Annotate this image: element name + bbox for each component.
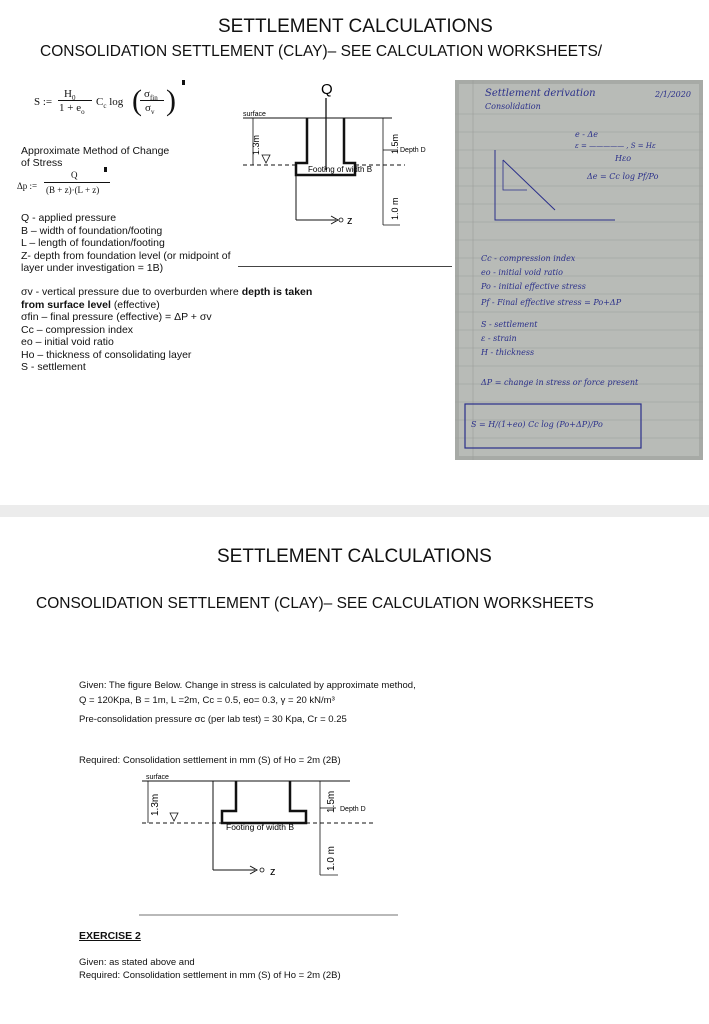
exercise-heading: EXERCISE 2 <box>79 930 141 942</box>
water-table-icon <box>170 813 178 821</box>
sketch-line <box>503 160 555 210</box>
page-title: SETTLEMENT CALCULATIONS <box>218 16 493 37</box>
notes-line: Hεo <box>615 154 632 163</box>
page-subtitle: CONSOLIDATION SETTLEMENT (CLAY)– SEE CALCULATION WORKSHEETS <box>36 595 594 612</box>
q-label: Q <box>321 81 333 98</box>
given-line1: Given: The figure Below. Change in stress is calculated by approximate method, <box>79 680 416 691</box>
def-line: layer under investigation = 1B) <box>21 262 164 274</box>
water-table-icon <box>262 155 270 163</box>
notes-line: e - Δe <box>575 130 599 139</box>
dim-1-0m: 1.0 m <box>390 197 400 220</box>
notes-sub: Consolidation <box>485 102 541 111</box>
sigma-v-def: σv - vertical pressure due to overburden where <box>21 286 239 298</box>
def-line: eo – initial void ratio <box>21 336 114 348</box>
page-title: SETTLEMENT CALCULATIONS <box>217 546 492 567</box>
notes-line: eo - initial void ratio <box>481 268 563 277</box>
precons-line: Pre-consolidation pressure σc (per lab test) = 30 Kpa, Cr = 0.25 <box>79 714 347 725</box>
required-line: Required: Consolidation settlement in mm (S) of Ho = 2m (2B) <box>79 755 341 766</box>
z-label: z <box>347 215 353 227</box>
notes-line: ΔP = change in stress or force present <box>481 378 639 387</box>
def-line: σfin – final pressure (effective) = ΔP + σv <box>21 311 212 323</box>
def-line: Q - applied pressure <box>21 212 117 224</box>
dim-1-5m: 1.5m <box>326 790 337 813</box>
notes-line: Δe = Cc log Pf/Po <box>587 172 659 181</box>
notes-title: Settlement derivation <box>485 88 596 99</box>
sigma-v-tail: (effective) <box>113 298 160 311</box>
notes-line: ε = ————— , S = Hε <box>575 142 656 150</box>
def-line: L – length of foundation/footing <box>21 237 165 249</box>
footing-outline <box>222 781 306 823</box>
def-line: Ho – thickness of consolidating layer <box>21 348 192 361</box>
approx-method-line1: Approximate Method of Change <box>21 145 170 157</box>
surface-label: surface <box>243 111 266 118</box>
sigma-v-bold2: from surface level <box>21 298 111 311</box>
point-icon <box>339 218 343 222</box>
point-icon <box>260 868 264 872</box>
depth-label: Depth D <box>400 147 426 154</box>
sketch-line <box>503 160 527 190</box>
surface-label: surface <box>146 774 169 781</box>
page-subtitle: CONSOLIDATION SETTLEMENT (CLAY)– SEE CALCULATION WORKSHEETS/ <box>40 43 603 60</box>
footing-diagram-2 <box>0 517 709 1024</box>
notes-line: Pf - Final effective stress = Po+ΔP <box>481 298 622 307</box>
notes-line: H - thickness <box>481 348 535 357</box>
def-line: S - settlement <box>21 361 86 373</box>
def-line: Cc – compression index <box>21 323 134 336</box>
notes-date: 2/1/2020 <box>655 90 691 99</box>
def-line: B – width of foundation/footing <box>21 224 163 237</box>
dim-1-5m: 1.5m <box>390 133 400 154</box>
notes-line: Po - initial effective stress <box>481 282 586 291</box>
notes-result: S = H/(1+eo) Cc log (Po+ΔP)/Po <box>471 420 603 429</box>
notes-line: Cc - compression index <box>481 254 576 263</box>
footing-label: Footing of width B <box>226 822 295 832</box>
depth-label: Depth D <box>340 806 366 813</box>
approx-method-line2: of Stress <box>21 157 63 169</box>
exercise-required: Required: Consolidation settlement in mm (S) of Ho = 2m (2B) <box>79 970 341 981</box>
given-line2: Q = 120Kpa, B = 1m, L =2m, Cc = 0.5, eo= 0.3, γ = 20 kN/m³ <box>79 695 335 706</box>
dim-1-3m: 1.3m <box>150 793 161 816</box>
handwritten-notes-photo <box>455 80 703 460</box>
z-label: z <box>270 866 276 878</box>
notes-line: ε - strain <box>481 334 517 343</box>
page-2 <box>0 517 709 1024</box>
sigma-v-bold1: depth is taken <box>241 286 313 298</box>
delta-p-formula: Δp := Q (B + z)·(L + z) <box>17 170 127 200</box>
dim-1-3m: 1.3m <box>251 134 261 155</box>
dim-1-0m: 1.0 m <box>326 845 337 871</box>
def-line: Z- depth from foundation level (or midpoint of <box>21 249 231 262</box>
footing-label: Footing of width B <box>308 165 373 174</box>
notes-line: S - settlement <box>481 320 538 329</box>
exercise-given: Given: as stated above and <box>79 957 195 968</box>
page-1: SETTLEMENT CALCULATIONS CONSOLIDATION SETTLEMENT (CLAY)– SEE CALCULATION WORKSHEETS/ S := $H_0$ $1 + e_o$ $C_c$ log ( $\sigma_{fin}$ $\sigma_v$ ) Approximate Method of Change of Stress Δp := Q (B + z)·(L + z) Q - applied pressure B – width of foundation/footing L – length of foundation/footing Z- depth from foundation level (or midpoint of layer under investigation = 1B) σv - vertical pressure due to overburden where depth is taken from surface level (effective) σfin – final pressure (effective) = ΔP + σv Cc – compression index eo – initial void ratio Ho – thickness of consolidating layer S - settlement Q surface Footing of width B 1.3m 1.5m Depth D 1.0 m z Settlement derivation Consolidation 2/1/2020 e - Δe ε = ————— , S = Hε Hεo Δe = Cc log Pf/Po Cc - compression index eo - initial void ratio Po - initial effective stress Pf - Final effective stress = Po+ΔP S - settlement ε - strain H - thickness ΔP = change in stress or force present S = H/(1+eo) Cc log (Po+ΔP)/Po <box>0 0 709 505</box>
